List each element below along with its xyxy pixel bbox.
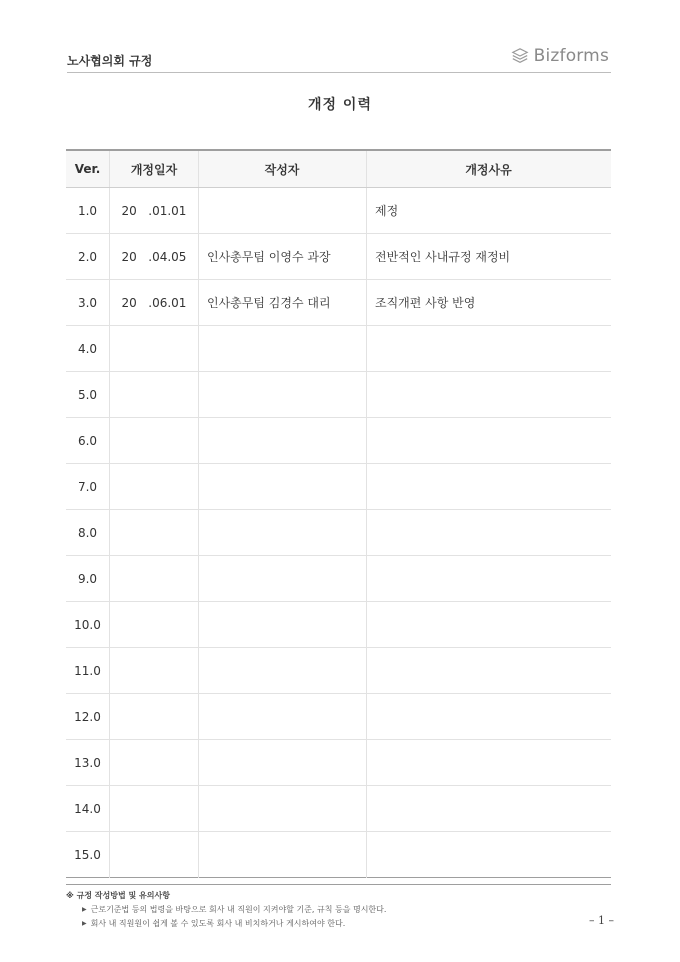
- page-number: – 1 –: [589, 914, 614, 927]
- version-cell: 2.0: [66, 234, 110, 280]
- date-cell: [110, 832, 199, 878]
- reason-cell: [367, 326, 612, 372]
- logo-text: Bizforms: [533, 46, 609, 66]
- reason-cell: [367, 786, 612, 832]
- author-cell: [199, 418, 367, 464]
- version-cell: 6.0: [66, 418, 110, 464]
- version-cell: 4.0: [66, 326, 110, 372]
- date-cell: [110, 648, 199, 694]
- column-header-reason: 개정사유: [367, 150, 612, 188]
- bizforms-logo: [511, 46, 609, 66]
- table-row: [66, 188, 611, 234]
- table-row: [66, 832, 611, 878]
- version-cell: 9.0: [66, 556, 110, 602]
- date-cell: 20 .04.05: [110, 234, 199, 280]
- reason-cell: [367, 556, 612, 602]
- triangle-bullet-icon: ▶: [82, 920, 87, 927]
- table-row: [66, 694, 611, 740]
- column-header-version: Ver.: [66, 150, 110, 188]
- version-cell: 15.0: [74, 847, 101, 862]
- version-cell: 1.0: [66, 188, 110, 234]
- reason-cell: [367, 648, 612, 694]
- footnote-item-text: 회사 내 직원원이 쉽게 볼 수 있도록 회사 내 비치하거나 게시하여야 한다.: [90, 919, 346, 928]
- author-cell: [199, 694, 367, 740]
- date-cell: [110, 740, 199, 786]
- version-cell: 13.0: [66, 740, 110, 786]
- date-cell: [110, 556, 199, 602]
- table-row: [66, 740, 611, 786]
- date-cell: [110, 694, 199, 740]
- author-cell: [199, 602, 367, 648]
- table-row: [66, 510, 611, 556]
- table-row: [66, 326, 611, 372]
- table-row: [66, 786, 611, 832]
- version-cell: 10.0: [66, 602, 110, 648]
- reason-cell: [367, 418, 612, 464]
- table-row: [66, 280, 611, 326]
- reason-cell: [367, 372, 612, 418]
- version-cell: 5.0: [66, 372, 110, 418]
- reason-cell: [367, 464, 612, 510]
- version-cell: 12.0: [66, 694, 110, 740]
- author-cell: [199, 832, 367, 878]
- footnote-item-text: 근로기준법 등의 법령을 바탕으로 회사 내 직원이 지켜야할 기준, 규칙 등을 명시한다.: [90, 905, 387, 914]
- reason-cell: 조직개편 사항 반영: [367, 280, 612, 326]
- table-row: [66, 418, 611, 464]
- author-cell: [199, 188, 367, 234]
- table-row: [66, 648, 611, 694]
- date-cell: [110, 464, 199, 510]
- footnote: [66, 884, 611, 929]
- reason-cell: [367, 832, 612, 878]
- footnote-title: ※ 규정 작성방법 및 유의사항: [66, 891, 170, 900]
- table-header-row: [66, 150, 611, 188]
- triangle-bullet-icon: ▶: [82, 906, 87, 913]
- version-cell: 7.0: [66, 464, 110, 510]
- reason-cell: [367, 602, 612, 648]
- reason-cell: 전반적인 사내규정 재정비: [367, 234, 612, 280]
- document-header: [67, 44, 611, 73]
- column-header-author: 작성자: [199, 150, 367, 188]
- author-cell: [199, 326, 367, 372]
- reason-cell: [367, 740, 612, 786]
- version-cell: 8.0: [66, 510, 110, 556]
- revision-history-table: [66, 149, 611, 878]
- stacked-layers-icon: [511, 47, 529, 65]
- column-header-date: 개정일자: [110, 150, 199, 188]
- author-cell: [199, 740, 367, 786]
- date-cell: 20 .06.01: [110, 280, 199, 326]
- author-cell: [199, 464, 367, 510]
- version-cell: 11.0: [66, 648, 110, 694]
- table-row: [66, 372, 611, 418]
- author-cell: [199, 372, 367, 418]
- date-cell: [110, 372, 199, 418]
- date-cell: [110, 602, 199, 648]
- date-cell: 20 .01.01: [110, 188, 199, 234]
- date-cell: [110, 326, 199, 372]
- document-title: 노사협의회 규정: [67, 54, 153, 68]
- author-cell: 인사총무팀 김경수 대리: [199, 280, 367, 326]
- version-cell: 14.0: [66, 786, 110, 832]
- reason-cell: [367, 694, 612, 740]
- footnote-item: [66, 904, 611, 915]
- author-cell: [199, 786, 367, 832]
- table-row: [66, 556, 611, 602]
- date-cell: [110, 418, 199, 464]
- author-cell: 인사총무팀 이영수 과장: [199, 234, 367, 280]
- date-cell: [110, 786, 199, 832]
- author-cell: [199, 556, 367, 602]
- author-cell: [199, 648, 367, 694]
- version-cell: 3.0: [66, 280, 110, 326]
- table-row: [66, 234, 611, 280]
- page-title: 개정 이력: [308, 97, 372, 113]
- reason-cell: [367, 510, 612, 556]
- footnote-item: [66, 918, 611, 929]
- author-cell: [199, 510, 367, 556]
- date-cell: [110, 510, 199, 556]
- table-row: [66, 464, 611, 510]
- table-body: [66, 188, 611, 878]
- reason-cell: 제정: [367, 188, 612, 234]
- table-row: [66, 602, 611, 648]
